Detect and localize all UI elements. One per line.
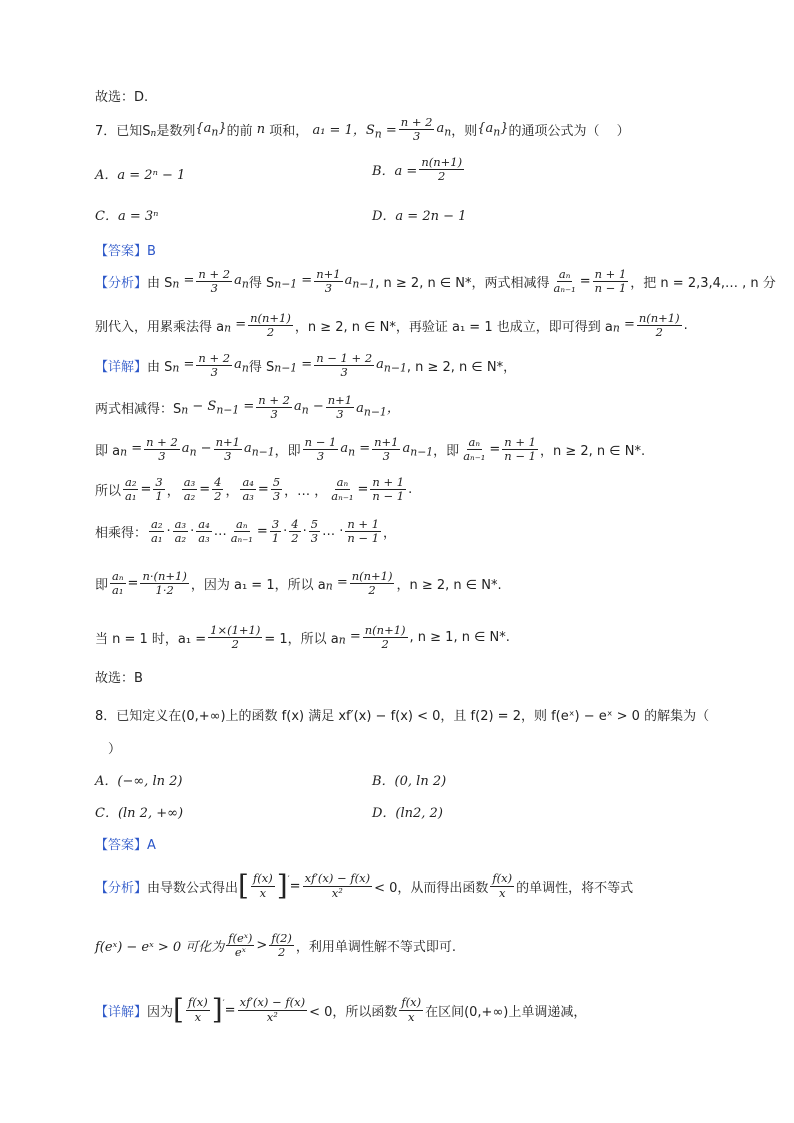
answer-label-8: 【答案】A	[95, 838, 156, 853]
fraction: $\frac{n + 2}{3}$	[400, 115, 433, 144]
analysis-8-line-1: 【分析】 由导数公式得出 [ $\frac{f(x)}{x}$ ] ′ = $\frac{xf'(x) - f(x)}{\text{x²}}$ < 0，从而得出函数 $\frac{f(x)}{x}$ 的单调性，将不等式	[95, 869, 634, 902]
option-b-8: B．(0, ln 2)	[372, 774, 447, 789]
question-8: 8．已知定义在(0,+∞)上的函数 f(x) 满足 xf′(x) − f(x) < 0，且 f(2) = 2，则 f(eˣ) − eˣ > 0 的解集为（	[95, 709, 710, 724]
detail-line-5: 相乘得： $\frac{\text{a₂}}{\text{a₁}}$ · $\frac{\text{a₃}}{\text{a₂}}$ · $\frac{\text{a₄}}{\text{a₃}}$ … $\frac{\text{aₙ}}{\text{aₙ₋₁}}$ = $\frac{3}{1}$ · $\frac{4}{2}$ · $\frac{5}{3}$ … · $\frac{n + 1}{n - 1}$ ，	[95, 517, 397, 546]
option-c-8: C．(ln 2, +∞)	[95, 806, 184, 821]
answer-label: 【答案】B	[95, 244, 156, 259]
option-c: C．a = 3ⁿ	[95, 209, 159, 224]
option-d-8: D．(ln2, 2)	[372, 806, 443, 821]
analysis-8-line-2: f(eˣ) − eˣ > 0 可化为 $\frac{\text{f(eˣ)}}{\text{eˣ}}$ > $\frac{f(2)}{2}$ ，利用单调性解不等式即可.	[95, 931, 457, 960]
question-7: 7．已知S n 是数列 $\{a_n\}$ 的前 n 项和， a₁ = 1，$S_n$ = $\frac{n + 2}{3}$ $a_n$ ，则 $\{a_n\}$ 的通项公式为（ ）	[95, 115, 630, 144]
detail-line-4: 所以 $\frac{\text{a₂}}{\text{a₁}}$ = $\frac{3}{1}$ ， $\frac{\text{a₃}}{\text{a₂}}$ = $\frac{4}{2}$ ， $\frac{\text{a₄}}{\text{a₃}}$ = $\frac{5}{3}$ ，… ， $\frac{\text{aₙ}}{\text{aₙ₋₁}}$ = $\frac{n + 1}{n - 1}$ .	[95, 475, 413, 504]
option-a-8: A．(−∞, ln 2)	[95, 774, 183, 789]
detail-line-2: 两式相减得：S $_n - S_{n-1}$ = $\frac{n + 2}{3}$ $a_n$ − $\frac{n+1}{3}$ $a_{n-1}$，	[95, 393, 400, 422]
detail-line-6: 即 $\frac{\text{aₙ}}{\text{a₁}}$ = $\frac{n\cdot(n+1)}{1\cdot 2}$ ，因为 a₁ = 1，所以 a $_n$ = $\frac{n(n+1)}{2}$ ，n ≥ 2, n ∈ N*.	[95, 569, 502, 598]
option-a: A．a = 2ⁿ − 1	[95, 168, 186, 183]
answer-select-d: 故选：D.	[95, 90, 149, 105]
answer-select-b: 故选：B	[95, 671, 143, 686]
option-d: D．a = 2n − 1	[372, 209, 467, 224]
detail-line-3: 即 a $_n$ = $\frac{n + 2}{3}$ $a_n$ − $\frac{n+1}{3}$ $a_{n-1}$ ，即 $\frac{n - 1}{3}$ $a_n$ = $\frac{n+1}{3}$ $a_{n-1}$ ，即 $\frac{\text{aₙ}}{\text{aₙ₋₁}}$ = $\frac{n + 1}{n - 1}$ ，n ≥ 2, n ∈ N*.	[95, 435, 646, 464]
analysis-line-2: 别代入，用累乘法得 a $_n$ = $\frac{n(n+1)}{2}$ ，n ≥ 2, n ∈ N*，再验证 a₁ = 1 也成立，即可得到 a $_n$ = $\frac{n(n+1)}{2}$ .	[95, 311, 688, 340]
detail-line-1: 【详解】 由 S $_n$ = $\frac{n + 2}{3}$ $a_n$ 得 S $_{n-1}$ = $\frac{n - 1 + 2}{3}$ $a_{n-1}$ , n ≥ 2, n ∈ N*，	[95, 351, 517, 380]
analysis-line-1: 【分析】 由 S $_n$ = $\frac{n + 2}{3}$ $a_n$ 得 S $_{n-1}$ = $\frac{n+1}{3}$ $a_{n-1}$ , n ≥ 2, n ∈ N*，两式相减得 $\frac{\text{aₙ}}{\text{aₙ₋₁}}$ = $\frac{n + 1}{n - 1}$ ，把 n = 2,3,4,… , n 分	[95, 267, 776, 296]
detail-8-line-1: 【详解】 因为 [ $\frac{f(x)}{x}$ ] ′ = $\frac{xf'(x) - f(x)}{\text{x²}}$ < 0，所以函数 $\frac{f(x)}{x}$ 在区间(0,+∞)上单调递减，	[95, 993, 587, 1026]
option-b: B．a = $\frac{n(n+1)}{2}$	[372, 155, 463, 184]
question-8-cont: ）	[108, 742, 122, 757]
detail-line-7: 当 n = 1 时，a₁ = $\frac{1\times(1+1)}{2}$ = 1，所以 a $_n$ = $\frac{n(n+1)}{2}$ , n ≥ 1, n ∈ N*.	[95, 623, 510, 652]
